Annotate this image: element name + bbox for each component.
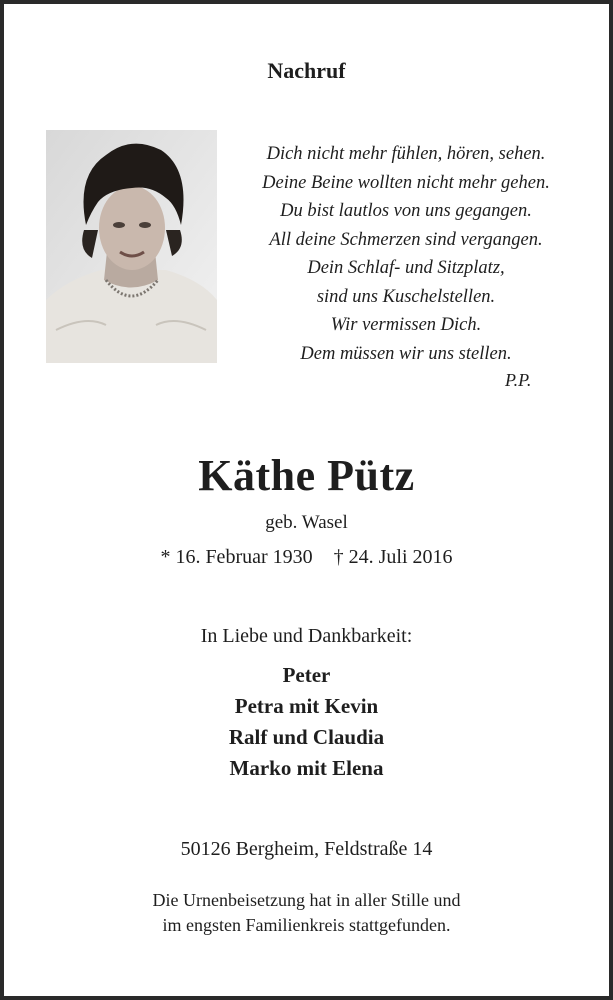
mourner-name: Marko mit Elena [229, 756, 384, 780]
notice-heading: Nachruf [267, 58, 346, 83]
family-address: 50126 Bergheim, Feldstraße 14 [180, 838, 433, 860]
burial-note [0, 888, 613, 938]
poem-line: Wir vermissen Dich. [330, 315, 482, 335]
poem-line: Deine Beine wollten nicht mehr gehen. [262, 172, 550, 193]
poem-line: Dem müssen wir uns stellen. [300, 343, 512, 364]
burial-note-line: im engsten Familienkreis stattgefunden. [162, 915, 451, 935]
poem-line: Du bist lautlos von uns gegangen. [280, 201, 532, 221]
poem-line: Dein Schlaf- und Sitzplatz, [307, 258, 505, 278]
poem-line: Dich nicht mehr fühlen, hören, sehen. [266, 144, 546, 164]
birth-date: * 16. Februar 1930 [160, 546, 313, 568]
memorial-poem [236, 140, 576, 368]
mourner-name: Ralf und Claudia [228, 725, 385, 749]
mourner-name: Petra mit Kevin [234, 694, 379, 718]
poem-line: All deine Schmerzen sind vergangen. [269, 229, 543, 250]
mourners-intro: In Liebe und Dankbarkeit: [200, 625, 413, 647]
birth-name: geb. Wasel [265, 512, 348, 533]
burial-note-line: Die Urnenbeisetzung hat in aller Stille und [152, 890, 461, 910]
mourner-name: Peter [282, 663, 331, 687]
mourners-list [0, 660, 613, 784]
death-date: † 24. Juli 2016 [333, 546, 453, 568]
poem-signature: P.P. [505, 370, 532, 390]
portrait-photo [46, 130, 217, 363]
deceased-name: Käthe Pütz [198, 451, 415, 500]
life-dates [0, 546, 613, 569]
poem-line: sind uns Kuschelstellen. [316, 286, 496, 307]
